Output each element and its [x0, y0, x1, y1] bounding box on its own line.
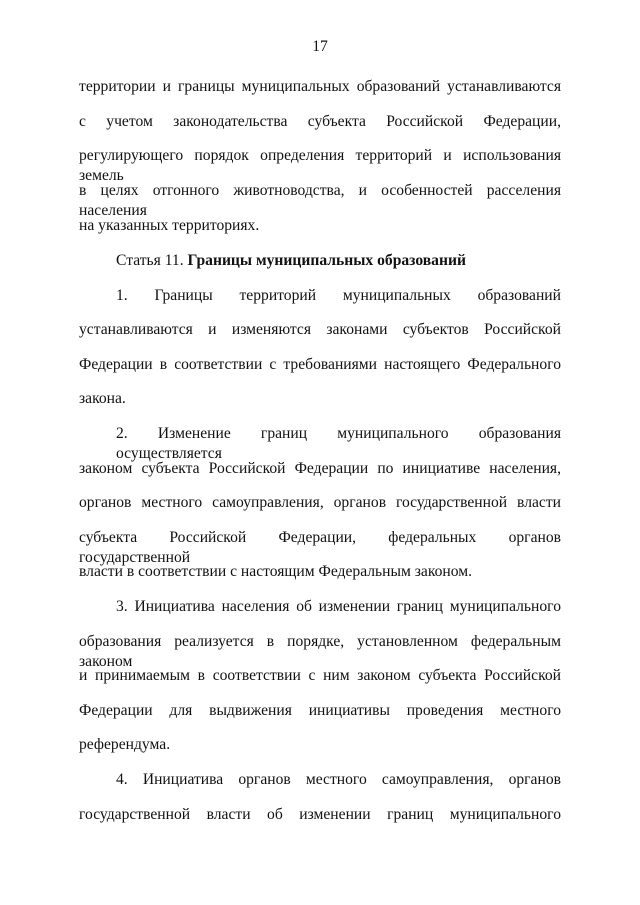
text-line: территории и границы муниципальных образований устанавливаются [79, 78, 561, 95]
text-line: на указанных территориях. [79, 217, 260, 234]
text-line: 4. Инициатива органов местного самоуправления, органов [116, 771, 561, 788]
text-line: устанавливаются и изменяются законами субъектов Российской [79, 321, 561, 338]
text-line: регулирующего порядок определения территорий и использования земель [79, 147, 561, 184]
article-title: Границы муниципальных образований [187, 252, 466, 269]
page-number: 17 [312, 38, 328, 55]
text-line: и принимаемым в соответствии с ним законом субъекта Российской [79, 667, 561, 684]
text-line: субъекта Российской Федерации, федеральных органов государственной [79, 529, 561, 566]
article-prefix: Статья 11. [116, 252, 184, 269]
text-line: с учетом законодательства субъекта Российской Федерации, [79, 113, 561, 130]
text-line: Федерации в соответствии с требованиями настоящего Федерального [79, 356, 561, 373]
text-line: в целях отгонного животноводства, и особенностей расселения населения [79, 182, 561, 219]
text-line: Федерации для выдвижения инициативы проведения местного [79, 702, 561, 719]
text-line: закона. [79, 390, 126, 407]
text-line: образования реализуется в порядке, установленном федеральным законом [79, 633, 561, 670]
text-line: законом субъекта Российской Федерации по инициативе населения, [79, 460, 561, 477]
text-line: 1. Границы территорий муниципальных образований [116, 287, 561, 304]
text-line: 2. Изменение границ муниципального образования осуществляется [116, 425, 561, 462]
text-line: власти в соответствии с настоящим Федеральным законом. [79, 563, 473, 580]
text-line: референдума. [79, 736, 171, 753]
text-line: 3. Инициатива населения об изменении границ муниципального [116, 598, 561, 615]
text-line: государственной власти об изменении границ муниципального [79, 806, 561, 823]
text-line: органов местного самоуправления, органов государственной власти [79, 494, 561, 511]
article-heading [116, 251, 561, 271]
